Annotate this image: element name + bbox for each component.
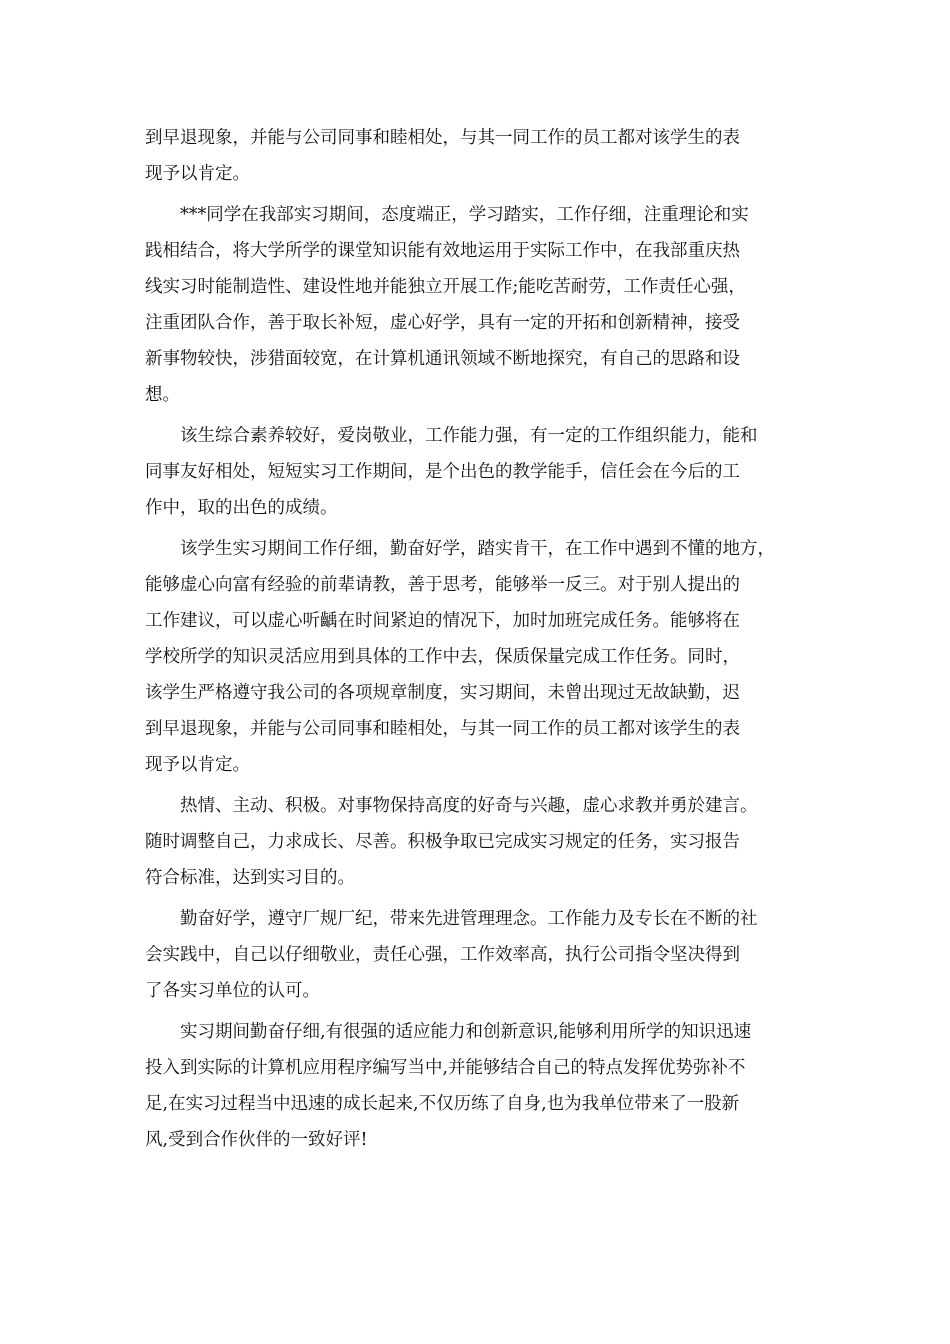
text-line: 同事友好相处，短短实习工作期间，是个出色的教学能手，信任会在今后的工 [145,462,740,482]
paragraph [145,531,825,783]
text-line: 热情、主动、积极。对事物保持高度的好奇与兴趣，虚心求教并勇於建言。 [145,796,758,816]
text-line: 践相结合，将大学所学的课堂知识能有效地运用于实际工作中，在我部重庆热 [145,241,740,261]
text-line: 实习期间勤奋仔细,有很强的适应能力和创新意识,能够利用所学的知识迅速 [145,1022,752,1042]
text-line: 该学生实习期间工作仔细，勤奋好学，踏实肯干，在工作中遇到不懂的地方， [145,539,775,559]
text-line: ***同学在我部实习期间，态度端正，学习踏实，工作仔细，注重理论和实 [145,205,749,225]
text-line: 工作建议，可以虚心听齲在时间紧迫的情况下，加时加班完成任务。能够将在 [145,611,740,631]
text-line: 足,在实习过程当中迅速的成长起来,不仅历练了自身,也为我单位带来了一股新 [145,1094,740,1114]
text-line: 该生综合素养较好，爱岗敬业，工作能力强，有一定的工作组织能力，能和 [145,426,758,446]
paragraph [145,197,825,413]
paragraph [145,418,825,526]
text-line: 该学生严格遵守我公司的各项规章制度，实习期间，未曾出现过无故缺勤，迟 [145,683,740,703]
text-line: 线实习时能制造性、建设性地并能独立开展工作;能吃苦耐劳，工作责任心强， [145,277,746,297]
paragraph [145,120,825,192]
text-line: 勤奋好学，遵守厂规厂纪，带来先进管理理念。工作能力及专长在不断的社 [145,909,758,929]
text-line: 想。 [145,385,180,405]
text-line: 现予以肯定。 [145,164,250,184]
text-line: 到早退现象，并能与公司同事和睦相处，与其一同工作的员工都对该学生的表 [145,128,740,148]
text-line: 学校所学的知识灵活应用到具体的工作中去，保质保量完成工作任务。同时， [145,647,740,667]
paragraph [145,1014,825,1158]
document-body [145,120,825,1163]
paragraph [145,788,825,896]
text-line: 注重团队合作，善于取长补短，虚心好学，具有一定的开拓和创新精神，接受 [145,313,740,333]
text-line: 随时调整自己，力求成长、尽善。积极争取已完成实习规定的任务，实习报告 [145,832,740,852]
text-line: 作中，取的出色的成绩。 [145,498,338,518]
paragraph [145,901,825,1009]
text-line: 了各实习单位的认可。 [145,981,320,1001]
text-line: 现予以肯定。 [145,755,250,775]
text-line: 到早退现象，并能与公司同事和睦相处，与其一同工作的员工都对该学生的表 [145,719,740,739]
text-line: 新事物较快，涉猎面较宽，在计算机通讯领域不断地探究，有自己的思路和设 [145,349,740,369]
text-line: 能够虚心向富有经验的前辈请教，善于思考，能够举一反三。对于别人提出的 [145,575,740,595]
text-line: 符合标准，达到实习目的。 [145,868,355,888]
text-line: 风,受到合作伙伴的一致好评! [145,1130,368,1150]
text-line: 会实践中，自己以仔细敬业，责任心强，工作效率高，执行公司指令坚决得到 [145,945,740,965]
text-line: 投入到实际的计算机应用程序编写当中,并能够结合自己的特点发挥优势弥补不 [145,1058,746,1078]
